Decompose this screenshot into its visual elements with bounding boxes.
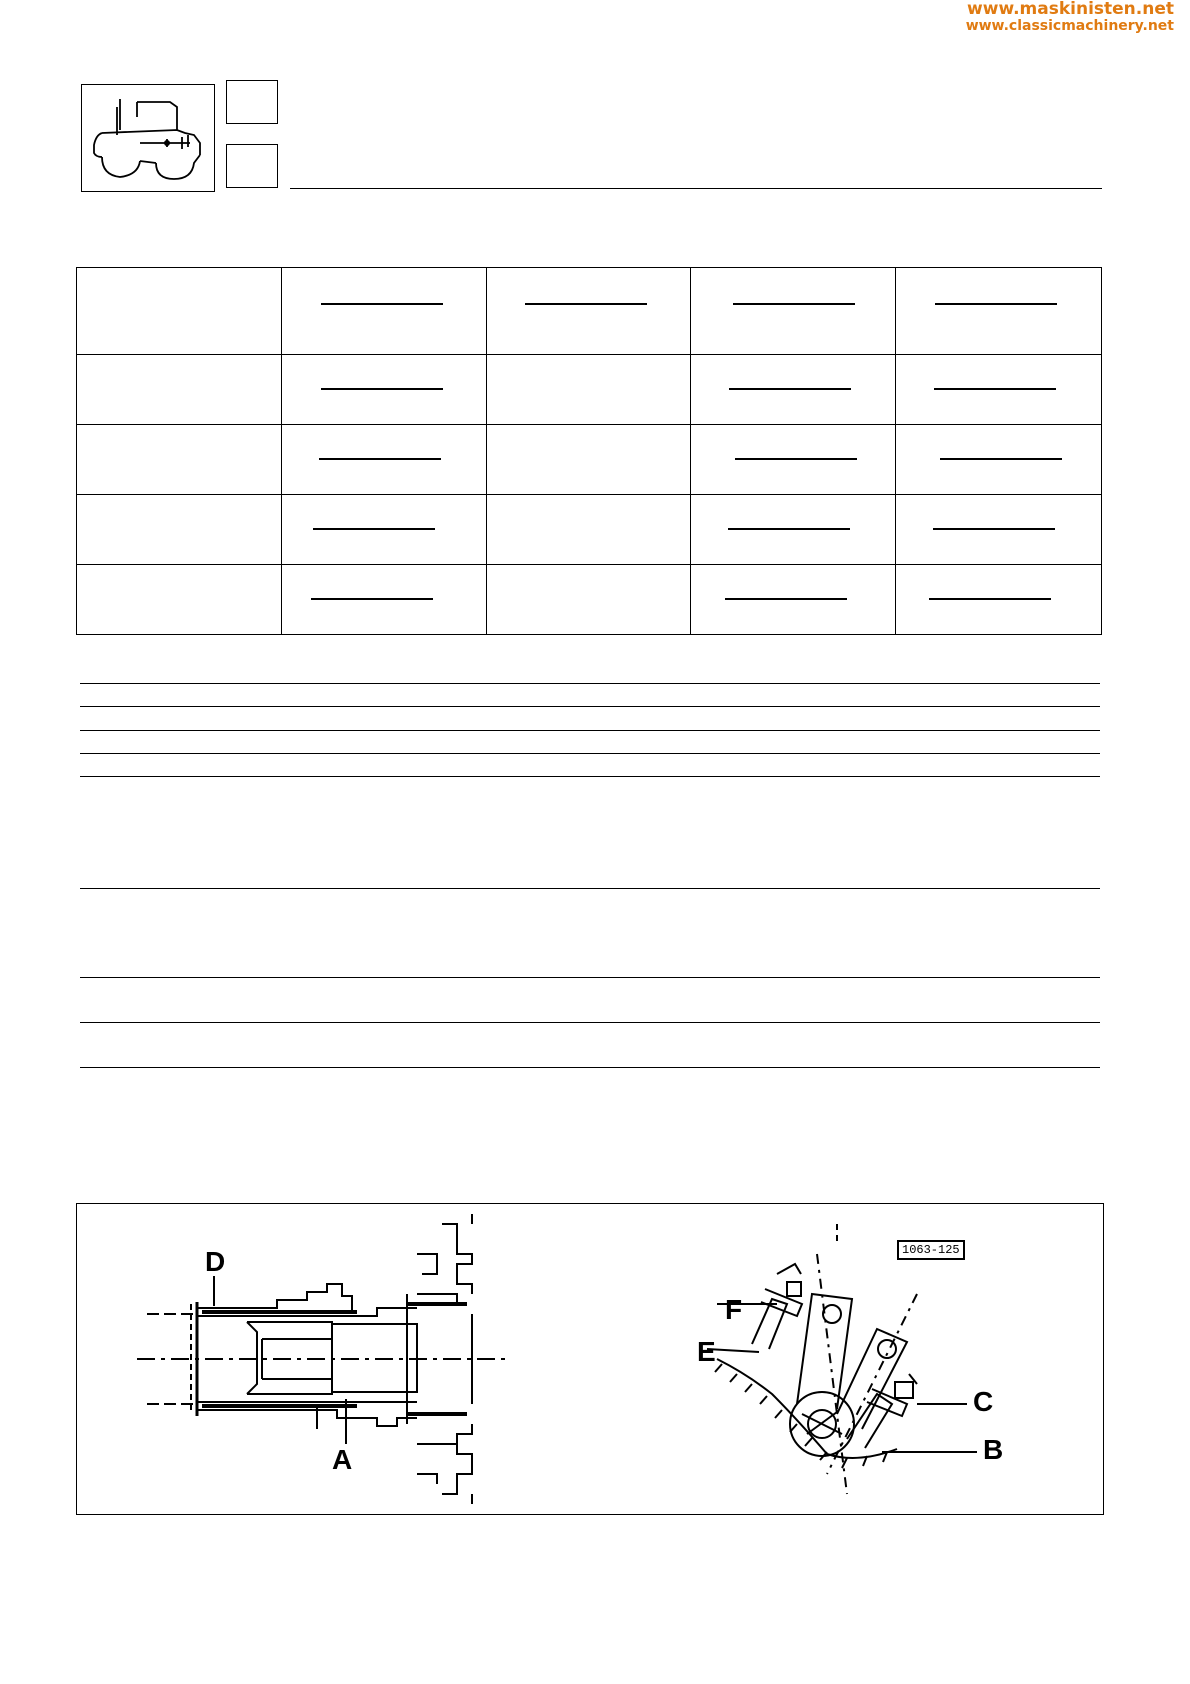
blank-field — [311, 598, 433, 600]
callout-b: B — [983, 1434, 1004, 1465]
callout-e: E — [697, 1336, 716, 1367]
table-cell — [281, 268, 486, 355]
table-row — [77, 565, 1102, 635]
table-cell — [486, 355, 691, 425]
shaft-section-drawing — [77, 1204, 517, 1514]
blank-field — [729, 388, 851, 390]
header-box-bottom — [226, 144, 278, 188]
callout-d: D — [205, 1246, 226, 1277]
blank-field — [929, 598, 1051, 600]
blank-field — [728, 528, 850, 530]
table-cell — [281, 355, 486, 425]
tractor-icon — [82, 85, 213, 190]
text-rule — [80, 683, 1100, 684]
text-rule — [80, 776, 1100, 777]
watermark-url-1[interactable]: www.maskinisten.net — [967, 0, 1174, 19]
table-cell — [77, 495, 282, 565]
table-cell — [486, 495, 691, 565]
figure-code: 1063-125 — [897, 1240, 965, 1260]
table-cell — [486, 425, 691, 495]
text-rule — [80, 753, 1100, 754]
table-cell — [77, 268, 282, 355]
text-rule — [80, 1022, 1100, 1023]
blank-field — [935, 303, 1057, 305]
watermark — [966, 0, 1174, 34]
table-cell — [281, 425, 486, 495]
text-rule — [80, 706, 1100, 707]
table-row — [77, 495, 1102, 565]
text-rule — [80, 888, 1100, 889]
table-cell — [281, 495, 486, 565]
table-cell — [896, 268, 1102, 355]
table-cell — [691, 565, 896, 635]
table-cell — [486, 268, 691, 355]
table-cell — [77, 565, 282, 635]
blank-field — [725, 598, 847, 600]
text-rule — [80, 1067, 1100, 1068]
callout-f: F — [725, 1294, 743, 1325]
blank-field — [735, 458, 857, 460]
table-cell — [77, 425, 282, 495]
table-cell — [691, 495, 896, 565]
callout-a: A — [332, 1444, 353, 1475]
blank-field — [934, 388, 1056, 390]
table-cell — [896, 495, 1102, 565]
blank-field — [321, 303, 443, 305]
table-cell — [691, 355, 896, 425]
watermark-url-2[interactable]: www.classicmachinery.net — [965, 17, 1174, 34]
table-cell — [896, 565, 1102, 635]
blank-field — [933, 528, 1055, 530]
tractor-icon-frame — [81, 84, 215, 192]
table-cell — [486, 565, 691, 635]
table-cell — [896, 355, 1102, 425]
text-rule — [80, 730, 1100, 731]
blank-field — [319, 458, 441, 460]
table-cell — [896, 425, 1102, 495]
table-cell — [691, 268, 896, 355]
spec-table — [76, 267, 1102, 635]
blank-field — [525, 303, 647, 305]
figure-frame — [76, 1203, 1104, 1515]
header-box-top — [226, 80, 278, 124]
header-rule — [290, 188, 1102, 189]
blank-field — [313, 528, 435, 530]
table-row — [77, 268, 1102, 355]
text-rule — [80, 977, 1100, 978]
table-cell — [691, 425, 896, 495]
table-row — [77, 425, 1102, 495]
table-row — [77, 355, 1102, 425]
table-cell — [77, 355, 282, 425]
blank-field — [940, 458, 1062, 460]
table-cell — [281, 565, 486, 635]
blank-field — [321, 388, 443, 390]
blank-field — [733, 303, 855, 305]
callout-c: C — [973, 1386, 994, 1417]
